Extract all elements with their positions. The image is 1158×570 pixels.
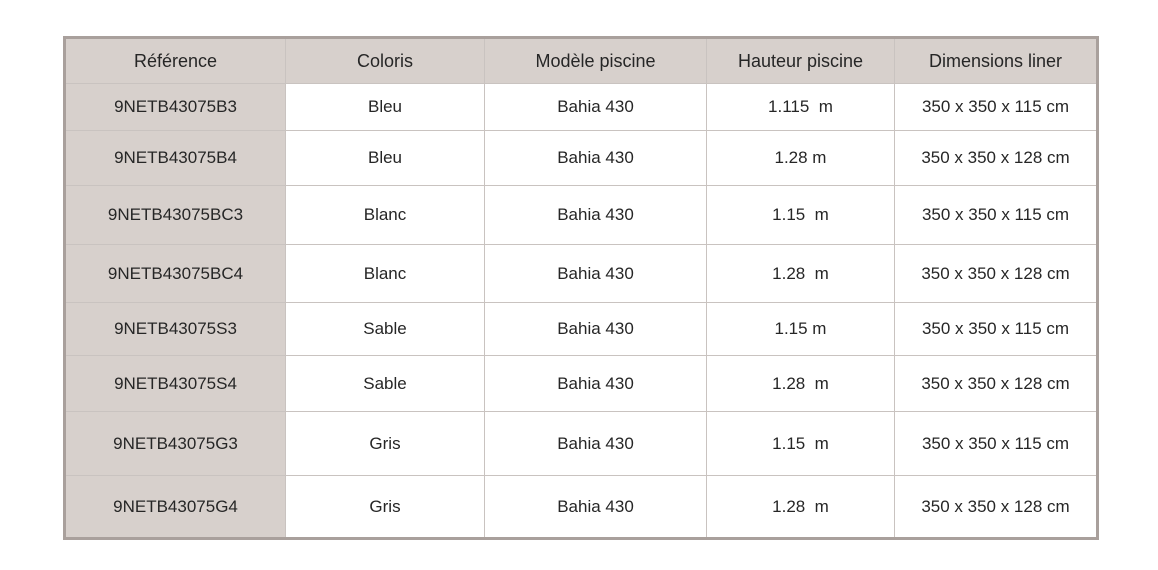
column-header-reference: Référence: [65, 38, 286, 84]
cell-modele: Bahia 430: [485, 131, 707, 186]
cell-reference: 9NETB43075G4: [65, 476, 286, 539]
cell-reference: 9NETB43075G3: [65, 412, 286, 476]
cell-reference: 9NETB43075S3: [65, 303, 286, 356]
cell-modele: Bahia 430: [485, 476, 707, 539]
cell-coloris: Sable: [286, 303, 485, 356]
cell-dimensions: 350 x 350 x 115 cm: [895, 186, 1098, 245]
cell-dimensions: 350 x 350 x 115 cm: [895, 303, 1098, 356]
cell-dimensions: 350 x 350 x 128 cm: [895, 131, 1098, 186]
cell-reference: 9NETB43075S4: [65, 356, 286, 412]
cell-coloris: Bleu: [286, 131, 485, 186]
cell-dimensions: 350 x 350 x 128 cm: [895, 356, 1098, 412]
table-row: [65, 303, 1098, 356]
cell-modele: Bahia 430: [485, 303, 707, 356]
column-header-coloris: Coloris: [286, 38, 485, 84]
cell-coloris: Blanc: [286, 186, 485, 245]
cell-dimensions: 350 x 350 x 128 cm: [895, 476, 1098, 539]
cell-modele: Bahia 430: [485, 356, 707, 412]
table-row: [65, 186, 1098, 245]
header-row: [65, 38, 1098, 84]
cell-hauteur: 1.115 m: [707, 84, 895, 131]
cell-modele: Bahia 430: [485, 412, 707, 476]
cell-modele: Bahia 430: [485, 245, 707, 303]
cell-coloris: Gris: [286, 476, 485, 539]
cell-modele: Bahia 430: [485, 186, 707, 245]
cell-hauteur: 1.28 m: [707, 245, 895, 303]
cell-dimensions: 350 x 350 x 115 cm: [895, 412, 1098, 476]
column-header-dimensions-liner: Dimensions liner: [895, 38, 1098, 84]
table-row: [65, 476, 1098, 539]
cell-dimensions: 350 x 350 x 115 cm: [895, 84, 1098, 131]
cell-coloris: Blanc: [286, 245, 485, 303]
cell-hauteur: 1.28 m: [707, 131, 895, 186]
cell-hauteur: 1.28 m: [707, 476, 895, 539]
column-header-modele-piscine: Modèle piscine: [485, 38, 707, 84]
cell-coloris: Bleu: [286, 84, 485, 131]
cell-dimensions: 350 x 350 x 128 cm: [895, 245, 1098, 303]
cell-hauteur: 1.15 m: [707, 186, 895, 245]
column-header-hauteur-piscine: Hauteur piscine: [707, 38, 895, 84]
cell-reference: 9NETB43075B4: [65, 131, 286, 186]
cell-reference: 9NETB43075BC4: [65, 245, 286, 303]
cell-coloris: Sable: [286, 356, 485, 412]
table-row: [65, 131, 1098, 186]
table-row: [65, 84, 1098, 131]
table-row: [65, 356, 1098, 412]
cell-hauteur: 1.15 m: [707, 303, 895, 356]
table-row: [65, 245, 1098, 303]
cell-hauteur: 1.15 m: [707, 412, 895, 476]
cell-reference: 9NETB43075BC3: [65, 186, 286, 245]
cell-reference: 9NETB43075B3: [65, 84, 286, 131]
cell-modele: Bahia 430: [485, 84, 707, 131]
cell-coloris: Gris: [286, 412, 485, 476]
pool-liner-spec-table: [63, 36, 1099, 540]
table-row: [65, 412, 1098, 476]
cell-hauteur: 1.28 m: [707, 356, 895, 412]
